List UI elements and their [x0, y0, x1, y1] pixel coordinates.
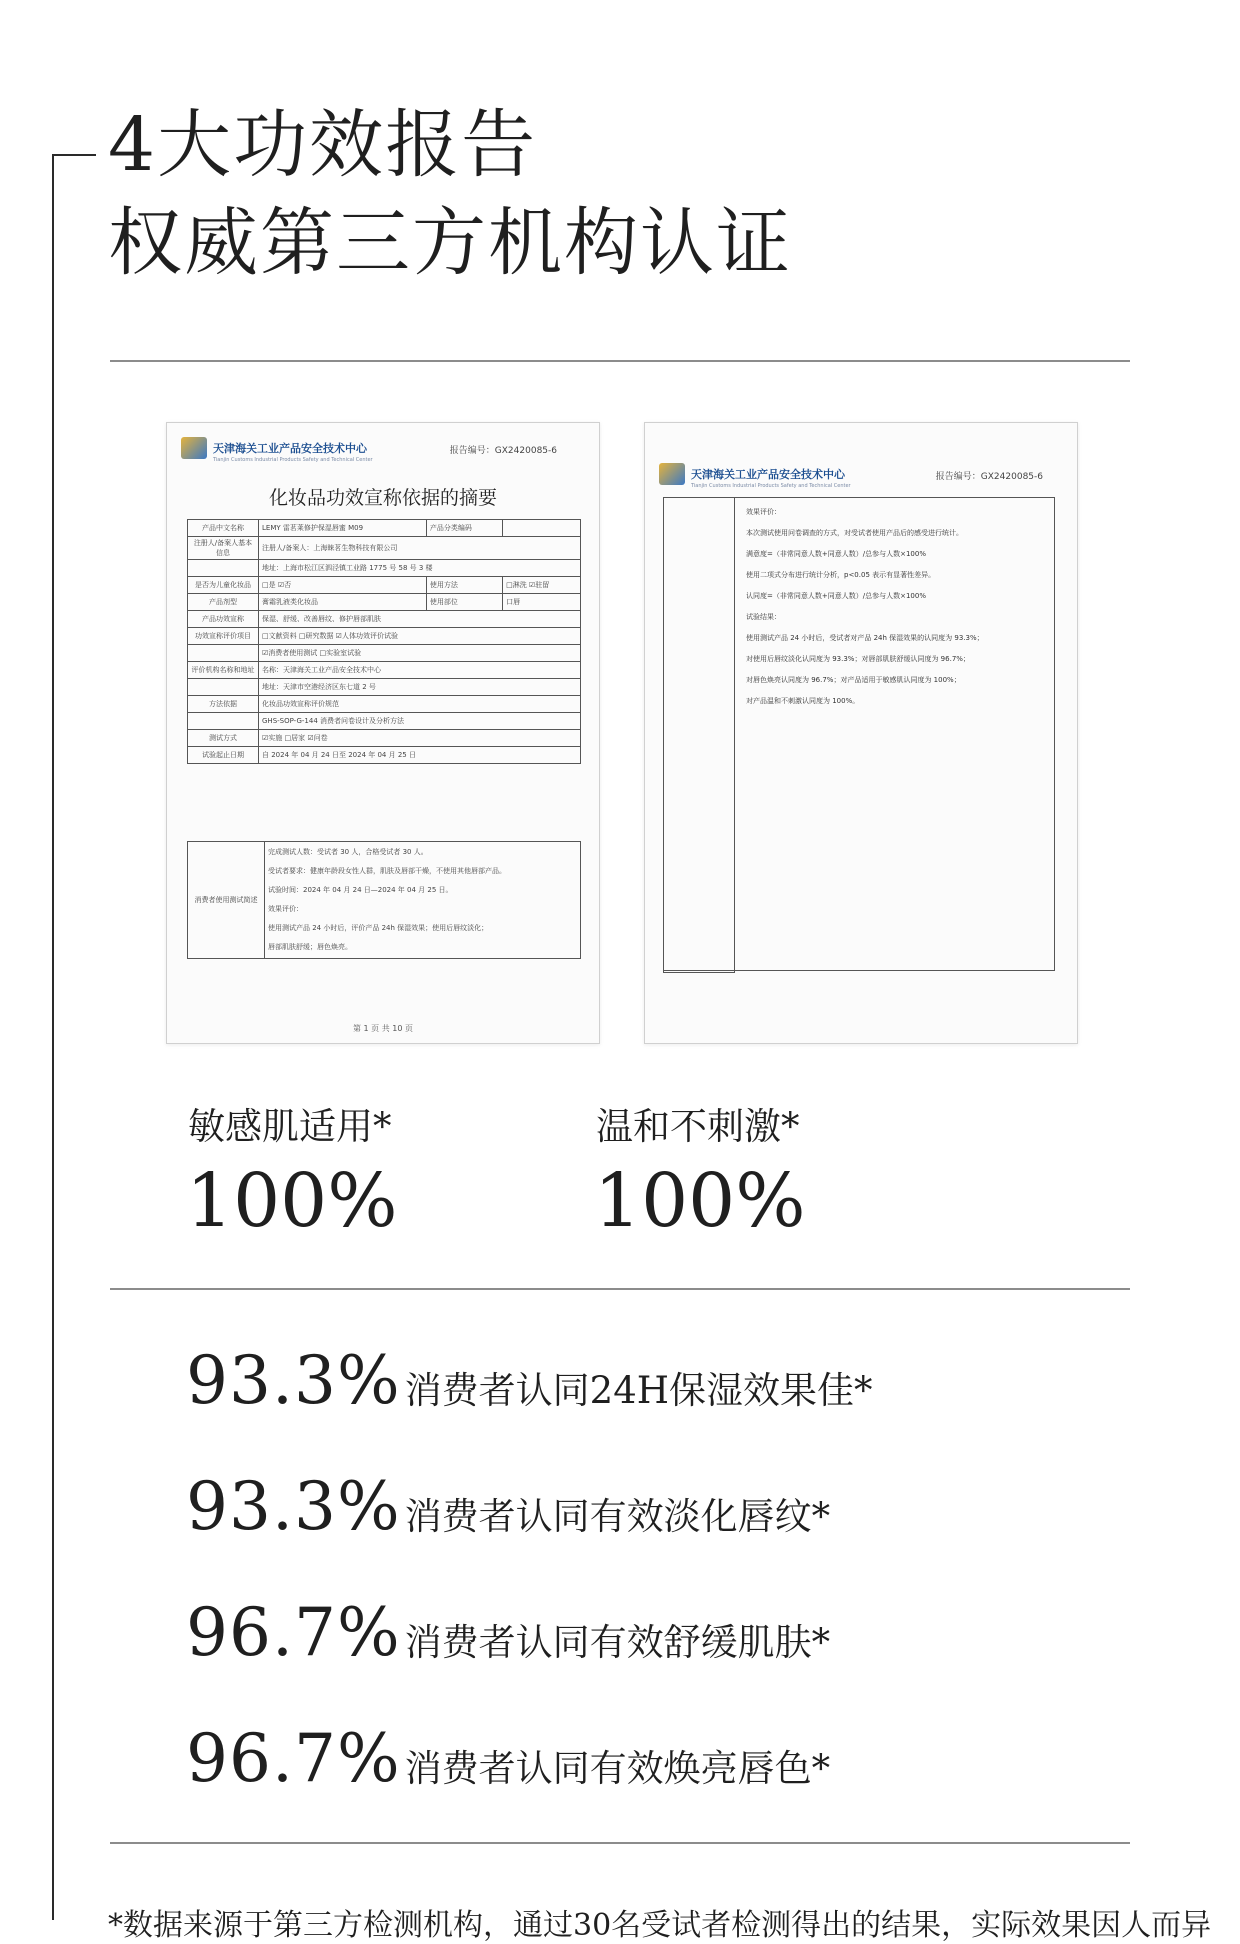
report-table-cell — [188, 713, 259, 730]
org-logo-icon — [181, 437, 207, 459]
report-table-cell: 评价机构名称和地址 — [188, 662, 259, 679]
report-org-name: 天津海关工业产品安全技术中心 — [213, 442, 367, 455]
report-table-cell: 注册人/备案人：上海睐茗生物科技有限公司 — [259, 537, 581, 560]
claim-text: 消费者认同有效舒缓肌肤* — [404, 1621, 831, 1664]
report-results-line: 试验结果： — [746, 613, 781, 621]
report-table-cell: 是否为儿童化妆品 — [188, 577, 259, 594]
report-table-cell — [188, 560, 259, 577]
report-table-cell: 功效宣称评价项目 — [188, 628, 259, 645]
report-table-cell — [188, 645, 259, 662]
claim-moisture — [186, 1342, 873, 1419]
report-summary-table — [187, 519, 581, 764]
report-results-line: 认同度=（非常同意人数+同意人数）/总参与人数×100% — [746, 592, 926, 600]
report-table-cell: 注册人/备案人基本信息 — [188, 537, 259, 560]
report-table-cell: □文献资料 □研究数据 ☑人体功效评价试验 — [259, 628, 581, 645]
consumer-test-line: 效果评价： — [268, 905, 303, 913]
divider-top — [110, 360, 1130, 362]
report-table-row — [188, 747, 581, 764]
report-table-cell: ☑消费者使用测试 □实验室试验 — [259, 645, 581, 662]
report-org-header — [659, 463, 845, 485]
claim-percent: 96.7% — [186, 1720, 401, 1797]
report-table-cell: 保湿、舒缓、改善唇纹、修护唇部肌肤 — [259, 611, 581, 628]
report-table-cell: □淋洗 ☑驻留 — [503, 577, 581, 594]
report-table-cell: 化妆品功效宣称评价规范 — [259, 696, 581, 713]
stat-label-gentle: 温和不刺激* — [596, 1105, 800, 1148]
report-table-row — [188, 594, 581, 611]
consumer-test-line: 使用测试产品 24 小时后，评价产品 24h 保湿效果；使用后唇纹淡化； — [268, 924, 489, 932]
report-document-left — [166, 422, 600, 1044]
report-table-cell: GHS-SOP-G-144 消费者问卷设计及分析方法 — [259, 713, 581, 730]
report-table-cell: 产品分类编码 — [426, 520, 502, 537]
divider-bottom — [110, 1842, 1130, 1844]
consumer-test-line: 唇部肌肤舒缓；唇色焕亮。 — [268, 943, 352, 951]
report-number: 报告编号：GX2420085-6 — [935, 472, 1043, 482]
report-document-right — [644, 422, 1078, 1044]
claim-text: 消费者认同有效淡化唇纹* — [404, 1495, 831, 1538]
claim-lip-lines — [186, 1468, 831, 1545]
report-table-cell: 膏霜乳液类化妆品 — [259, 594, 427, 611]
claim-text: 消费者认同24H保湿效果佳* — [404, 1369, 873, 1412]
org-logo-icon — [659, 463, 685, 485]
claim-text: 消费者认同有效焕亮唇色* — [404, 1747, 831, 1790]
report-org-name-en: Tianjin Customs Industrial Products Safety and Technical Center — [691, 483, 851, 489]
consumer-test-line: 试验时间：2024 年 04 月 24 日—2024 年 04 月 25 日。 — [268, 886, 453, 894]
report-results-line: 效果评价： — [746, 508, 781, 516]
page-subtitle: 权威第三方机构认证 — [108, 200, 792, 286]
report-table-row — [188, 662, 581, 679]
report-table-row — [188, 520, 581, 537]
stat-label-sensitive-skin: 敏感肌适用* — [188, 1105, 392, 1148]
report-results-text — [746, 502, 1046, 712]
report-table-row — [188, 628, 581, 645]
data-source-footnote: *数据来源于第三方检测机构，通过30名受试者检测得出的结果，实际效果因人而异 — [108, 1908, 1212, 1943]
claim-soothing — [186, 1594, 831, 1671]
report-org-header — [181, 437, 367, 459]
report-table-cell: 测试方式 — [188, 730, 259, 747]
report-table-cell: 自 2024 年 04 月 24 日至 2024 年 04 月 25 日 — [259, 747, 581, 764]
claim-percent: 96.7% — [186, 1594, 401, 1671]
report-results-line: 满意度=（非常同意人数+同意人数）/总参与人数×100% — [746, 550, 926, 558]
report-results-line: 使用二项式分布进行统计分析，p<0.05 表示有显著性差异。 — [746, 571, 936, 579]
consumer-test-table — [187, 841, 581, 959]
consumer-test-line: 完成测试人数：受试者 30 人，合格受试者 30 人。 — [268, 848, 428, 856]
report-table-cell: 试验起止日期 — [188, 747, 259, 764]
report-number: 报告编号：GX2420085-6 — [449, 446, 557, 456]
stat-value-sensitive-skin: 100% — [186, 1158, 398, 1244]
frame-line-horizontal — [52, 154, 96, 156]
report-table-row — [188, 679, 581, 696]
report-table-cell: 名称：天津海关工业产品安全技术中心 — [259, 662, 581, 679]
report-results-box — [663, 497, 1055, 971]
report-title: 化妆品功效宣称依据的摘要 — [268, 487, 497, 509]
report-results-line: 对使用后唇纹淡化认同度为 93.3%；对唇部肌肤舒缓认同度为 96.7%； — [746, 655, 970, 663]
report-table-cell: LEMY 雷茗莱修护保湿唇蜜 M09 — [259, 520, 427, 537]
report-table-cell: 产品剂型 — [188, 594, 259, 611]
report-results-line: 对产品温和不刺激认同度为 100%。 — [746, 697, 860, 705]
report-table-row — [188, 696, 581, 713]
report-results-line: 使用测试产品 24 小时后，受试者对产品 24h 保湿效果的认同度为 93.3%； — [746, 634, 984, 642]
report-table-cell: □是 ☑否 — [259, 577, 427, 594]
report-table-cell — [188, 679, 259, 696]
consumer-test-line: 受试者要求：健康年龄段女性人群，肌肤及唇部干燥，不使用其他唇部产品。 — [268, 867, 506, 875]
claim-percent: 93.3% — [186, 1342, 401, 1419]
report-table-cell: 使用部位 — [426, 594, 502, 611]
consumer-test-text — [268, 843, 577, 957]
stat-value-gentle: 100% — [594, 1158, 806, 1244]
report-results-line: 对唇色焕亮认同度为 96.7%；对产品适用于敏感肌认同度为 100%； — [746, 676, 961, 684]
claim-brightening — [186, 1720, 831, 1797]
frame-line-vertical — [52, 154, 54, 1920]
report-org-name: 天津海关工业产品安全技术中心 — [691, 468, 845, 481]
report-table-cell: 方法依据 — [188, 696, 259, 713]
report-table-row — [188, 611, 581, 628]
report-page-number: 第 1 页 共 10 页 — [353, 1024, 413, 1033]
report-table-row — [188, 577, 581, 594]
claim-percent: 93.3% — [186, 1468, 401, 1545]
report-table-cell — [503, 520, 581, 537]
report-table-row — [188, 645, 581, 662]
page-title: 4大功效报告 — [108, 102, 538, 188]
consumer-test-label: 消费者使用测试简述 — [188, 842, 265, 959]
report-results-line: 本次测试使用问卷调查的方式，对受试者使用产品后的感受进行统计。 — [746, 529, 963, 537]
report-table-row — [188, 730, 581, 747]
report-table-cell: 地址：天津市空港经济区东七道 2 号 — [259, 679, 581, 696]
report-table-row — [188, 713, 581, 730]
report-table-cell: 产品中文名称 — [188, 520, 259, 537]
report-table-cell: 产品功效宣称 — [188, 611, 259, 628]
report-table-cell: 口唇 — [503, 594, 581, 611]
report-table-cell: 使用方法 — [426, 577, 502, 594]
report-table-row — [188, 537, 581, 560]
report-org-name-en: Tianjin Customs Industrial Products Safety and Technical Center — [213, 457, 373, 463]
divider-middle — [110, 1288, 1130, 1290]
report-table-row — [188, 560, 581, 577]
report-table-cell: ☑实施 □居家 ☑问卷 — [259, 730, 581, 747]
report-table-cell: 地址：上海市松江区泗泾镇工业路 1775 号 58 号 3 楼 — [259, 560, 581, 577]
